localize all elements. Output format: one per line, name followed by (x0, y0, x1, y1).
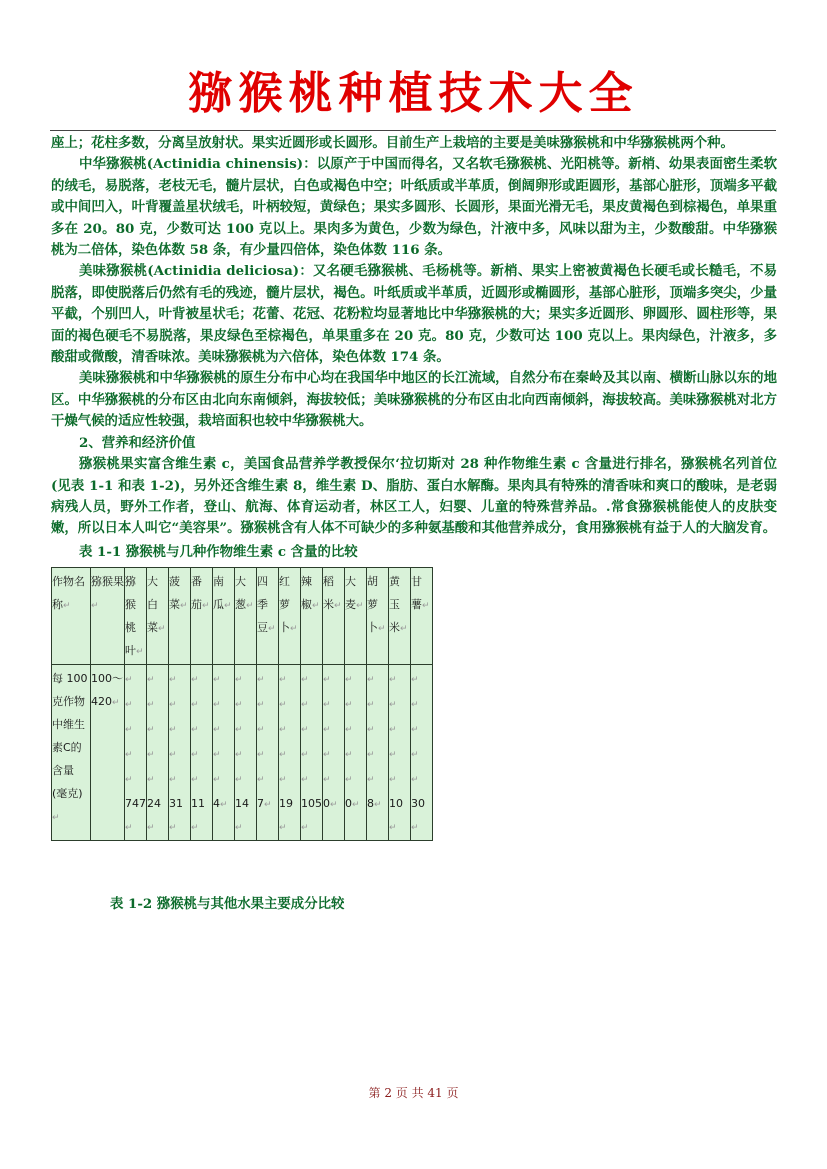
paragraph-chinensis: 中华猕猴桃(Actinidia chinensis)：以原产于中国而得名，又名软毛猕猴桃、光阳桃等。新梢、幼果表面密生柔软的绒毛，易脱落，老枝无毛，髓片层状，白色或褐色中空；叶纸质或半革质，倒阔卵形或距圆形，基部心脏形，顶端多平截或中间凹入，叶背覆盖星状绒毛，叶柄较短，黄绿色；果实多圆形、长圆形，果面光滑无毛，果皮黄褐色到棕褐色，单果重多在 20。80 克，少数可达 100 克以上。果肉多为黄色，少数为绿色，汁液中多，风味以甜为主，少数酸甜。中华猕猴桃为二倍体，染色体数 58 条，有少量四倍体，染色体数 116 条。 (51, 156, 777, 259)
paragraph-nutrition: 猕猴桃果实富含维生素 c，美国食品营养学教授保尔‘拉切斯对 28 种作物维生素 c 含量进行排名，猕猴桃名列首位(见表 1-1 和表 1-2)，另外还含维生素 8，维生素 D、脂肪、蛋白水解酶。果肉具有特殊的清香味和爽口的酸味，是老弱病残人员，野外工作者，登山、航海、体育运动者，林区工人，妇婴、儿童的特殊营养品。.常食猕猴桃能使人的皮肤变嫩，所以日本人叫它“美容果”。猕猴桃含有人体不可缺少的多种氨基酸和其他营养成分，食用猕猴桃有益于人的大脑发育。 (51, 456, 777, 537)
table-col-name: 大麦↵ (345, 568, 367, 665)
table2-caption: 表 1-2 猕猴桃与其他水果主要成分比较 (110, 896, 345, 912)
paragraph-intro: 座上；花柱多数，分离呈放射状。果实近圆形或长圆形。目前生产上栽培的主要是美味猕猴桃和中华猕猴桃两个种。 (51, 135, 734, 151)
table-col-name: 辣椒↵ (301, 568, 323, 665)
table-cell-value: ↵ ↵ ↵ ↵ ↵ 7↵ (257, 665, 279, 841)
paragraph-deliciosa: 美味猕猴桃(Actinidia deliciosa)：又名硬毛猕猴桃、毛杨桃等。新梢、果实上密被黄褐色长硬毛或长糙毛，不易脱落，即使脱落后仍然有毛的残迹，髓片层状，褐色。叶纸质或半革质，近圆形或椭圆形，基部心脏形，顶端多突尖，少量平截，个别凹人，叶背被星状毛；花蕾、花冠、花粉粒均显著地比中华猕猴桃的大；果实多近圆形、卵圆形、圆柱形等，果面的褐色硬毛不易脱落，果皮绿色至棕褐色，单果重多在 20 克。80 克，少数可达 100 克以上。果肉绿色，汁液多，多酸甜或微酸，清香味浓。美味猕猴桃为六倍体，染色体数 174 条。 (51, 263, 777, 366)
table-cell-value: ↵ ↵ ↵ ↵ ↵ 24↵ (147, 665, 169, 841)
table-col-name: 南瓜↵ (213, 568, 235, 665)
table-cell-value: ↵ ↵ ↵ ↵ ↵ 11↵ (191, 665, 213, 841)
table-col-name: 甘薯↵ (411, 568, 433, 665)
table-value-row (52, 665, 433, 841)
table-cell-value: ↵ ↵ ↵ ↵ ↵ 105↵ (301, 665, 323, 841)
table-col-name: 胡萝卜↵ (367, 568, 389, 665)
table-col-name: 黄玉米↵ (389, 568, 411, 665)
table-cell-value: ↵ ↵ ↵ ↵ ↵ 8↵ (367, 665, 389, 841)
table-col-name: 菠菜↵ (169, 568, 191, 665)
table-col-name: 稻米↵ (323, 568, 345, 665)
table-cell-value: ↵ ↵ ↵ ↵ ↵ 14↵ (235, 665, 257, 841)
title-divider (50, 130, 776, 131)
table-cell-value: ↵ ↵ ↵ ↵ ↵ 4↵ (213, 665, 235, 841)
page-title: 猕猴桃种植技术大全 (188, 68, 639, 119)
table-col-name: 四季豆↵ (257, 568, 279, 665)
table-cell-value: ↵ ↵ ↵ ↵ ↵ 747↵ (125, 665, 147, 841)
table1-caption: 表 1-1 猕猴桃与几种作物维生素 c 含量的比较 (79, 543, 358, 560)
vitamin-c-table (51, 567, 433, 841)
table-col-name: 猕猴桃叶↵ (125, 568, 147, 665)
section-heading-nutrition: 2、营养和经济价值 (79, 434, 196, 451)
table-col-name: 红萝卜↵ (279, 568, 301, 665)
document-body (51, 133, 777, 841)
table-col-name: 番茄↵ (191, 568, 213, 665)
paragraph-distribution: 美味猕猴桃和中华猕猴桃的原生分布中心均在我国华中地区的长江流域，自然分布在秦岭及其以南、横断山脉以东的地区。中华猕猴桃的分布区由北向东南倾斜，海拔较低；美味猕猴桃的分布区由北向西南倾斜，海拔较高。美味猕猴桃对北方干燥气候的适应性较强，栽培面积也较中华猕猴桃大。 (51, 370, 777, 430)
table-col-name: 大白菜↵ (147, 568, 169, 665)
table-row-label: 每 100 克作物中维生素C的含量 (毫克)↵ (52, 665, 91, 841)
table-cell-value: ↵ ↵ ↵ ↵ ↵ 19↵ (279, 665, 301, 841)
page-number: 第 2 页 共 41 页 (368, 1086, 459, 1100)
table-cell-value: ↵ ↵ ↵ ↵ ↵ 0↵ (345, 665, 367, 841)
table-col-name: 猕猴果↵ (91, 568, 125, 665)
table-cell-value: ↵ ↵ ↵ ↵ ↵ 30↵ (411, 665, 433, 841)
table-cell-value: ↵ ↵ ↵ ↵ ↵ 31↵ (169, 665, 191, 841)
table-header-row (52, 568, 433, 665)
table-header-label: 作物名称↵ (52, 568, 91, 665)
table-col-name: 大葱↵ (235, 568, 257, 665)
table-cell-value: ↵ ↵ ↵ ↵ ↵ 10↵ (389, 665, 411, 841)
table-cell-value: ↵ ↵ ↵ ↵ ↵ 0↵ (323, 665, 345, 841)
table-cell-value: 100～420↵ (91, 665, 125, 841)
